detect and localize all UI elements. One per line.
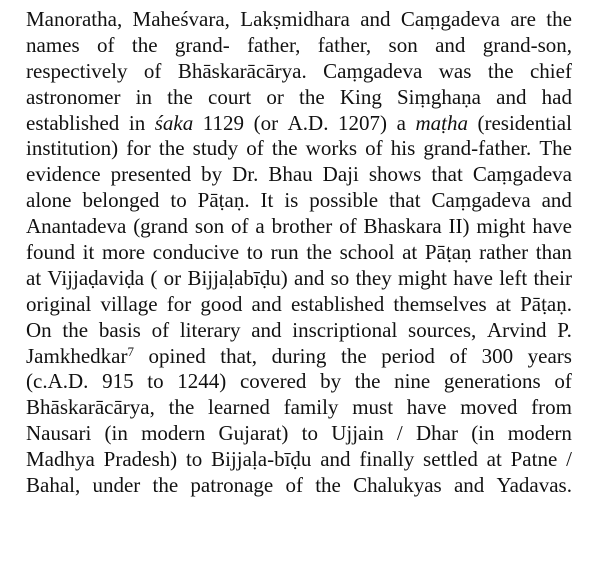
word: names (26, 32, 80, 57)
word: alone (26, 188, 72, 213)
word: original (26, 291, 92, 316)
text-line (26, 33, 572, 59)
word: of (246, 136, 264, 161)
word: Bijjaḷa-bīḍu (211, 447, 312, 472)
body-paragraph (26, 7, 572, 499)
word: have (453, 265, 493, 290)
word: Bahal, (26, 473, 81, 498)
word: father, (317, 32, 372, 57)
word: grand-father. (423, 136, 532, 161)
word: respectively (26, 58, 128, 83)
word: the (299, 84, 325, 109)
word: It (260, 188, 274, 213)
text-line (26, 344, 572, 370)
word: or (163, 265, 182, 290)
word: and (320, 447, 351, 472)
word: covered (239, 369, 307, 394)
word: of (365, 136, 383, 161)
word: Siṃghaṇa (397, 84, 481, 109)
word: in (135, 84, 152, 109)
word: Caṃgadeva (431, 188, 531, 213)
word: left (499, 265, 528, 290)
word: Nausari (26, 421, 92, 446)
word: might (476, 214, 526, 239)
word: works (305, 136, 358, 161)
word: śaka (154, 110, 194, 135)
word: and (435, 32, 466, 57)
text-line (26, 59, 572, 85)
word: modern (507, 421, 572, 446)
word: modern (141, 421, 206, 446)
word: Madhya (26, 447, 95, 472)
word: II) (448, 214, 470, 239)
word: more (101, 240, 146, 265)
word: Caṃgadeva (400, 7, 500, 31)
word: of (339, 214, 357, 239)
word: that (389, 188, 421, 213)
word: study (192, 136, 239, 161)
word: to (246, 240, 264, 265)
word: conducive (152, 240, 240, 265)
word: Ujjain (331, 421, 384, 446)
word: and (496, 84, 527, 109)
word: and (541, 188, 572, 213)
word: the (168, 395, 195, 420)
word: belonged (82, 188, 160, 213)
word: The (539, 136, 572, 161)
word: opined (148, 343, 206, 368)
word: Lakṣmidhara (240, 7, 350, 31)
word: Caṃgadeva (323, 58, 423, 83)
word: to (147, 369, 164, 394)
word: Dhar (415, 421, 458, 446)
word: had (541, 84, 572, 109)
word: moved (460, 395, 518, 420)
word: that, (220, 343, 258, 368)
word: Vijjaḍaviḍa (47, 265, 145, 290)
word: during (271, 343, 327, 368)
text-line (26, 214, 572, 240)
word: the (167, 84, 193, 109)
word: Pāṭaṇ. (197, 188, 250, 213)
word: so (330, 265, 350, 290)
word: was (438, 58, 472, 83)
word: to (185, 447, 203, 472)
text-line (26, 188, 572, 214)
word: / (566, 447, 572, 472)
word: to (170, 188, 187, 213)
word: Bhāskarācārya, (26, 395, 155, 420)
word: the (271, 136, 298, 161)
word: P. (557, 317, 572, 342)
word: sources, (408, 317, 477, 342)
word: (or (253, 110, 279, 135)
word: that (431, 162, 463, 187)
text-line (26, 447, 572, 473)
word: the (131, 32, 158, 57)
word: inscriptional (292, 317, 398, 342)
word: brother (271, 214, 333, 239)
word: settled (423, 447, 478, 472)
word: Dr. (232, 162, 259, 187)
text-line (26, 162, 572, 188)
word: of (143, 58, 162, 83)
word: under (92, 473, 141, 498)
text-line (26, 85, 572, 111)
word: A.D. (287, 110, 329, 135)
word: King (339, 84, 382, 109)
word: and (294, 265, 325, 290)
word: literary (179, 317, 241, 342)
text-line (26, 266, 572, 292)
word: and (251, 291, 282, 316)
word: family (283, 395, 339, 420)
word: Jamkhedkar$^7$ (26, 343, 134, 368)
word: institution) (26, 136, 119, 161)
word: Bhaskara (363, 214, 442, 239)
word: and (251, 317, 282, 342)
word: they (355, 265, 392, 290)
word: Pradesh) (103, 447, 178, 472)
word: Pāṭaṇ. (520, 291, 572, 316)
word: (grand (133, 214, 188, 239)
word: evidence (26, 162, 101, 187)
word: is (284, 188, 299, 213)
word: the (341, 343, 367, 368)
word: Bijjaḷabīḍu) (187, 265, 288, 290)
word: (residential (477, 110, 572, 135)
word: of (97, 32, 115, 57)
word: Bhau (268, 162, 313, 187)
text-line (26, 473, 572, 499)
word: at (402, 240, 418, 265)
word: of (285, 473, 303, 498)
word: his (390, 136, 416, 161)
text-line (26, 111, 572, 137)
word: maṭha (415, 110, 468, 135)
word: learned (208, 395, 270, 420)
text-line (26, 136, 572, 162)
word: good (200, 291, 243, 316)
word: patronage (190, 473, 274, 498)
word: Manoratha, (26, 7, 123, 31)
text-line (26, 7, 572, 33)
word: (in (104, 421, 128, 446)
word: (c.A.D. (26, 369, 89, 394)
word: ( (150, 265, 158, 290)
word: village (100, 291, 158, 316)
text-line (26, 369, 572, 395)
word: have (406, 395, 447, 420)
word: generations (443, 369, 541, 394)
word: their (533, 265, 572, 290)
word: Anantadeva (26, 214, 127, 239)
word: 300 (481, 343, 514, 368)
word: might (398, 265, 448, 290)
word: school (339, 240, 395, 265)
word: from (531, 395, 572, 420)
text-line (26, 421, 572, 447)
text-line (26, 292, 572, 318)
word: Yadavas. (496, 473, 572, 498)
footnote-marker: 7 (127, 343, 134, 359)
word: at (486, 447, 502, 472)
word: the (158, 136, 185, 161)
word: a (396, 110, 406, 135)
word: of (151, 317, 170, 342)
text-line (26, 395, 572, 421)
word: by (320, 369, 342, 394)
word: than (535, 240, 572, 265)
word: astronomer (26, 84, 121, 109)
word: found (26, 240, 75, 265)
word: grand- (174, 32, 230, 57)
word: the (315, 473, 341, 498)
word: Bhāskarācārya. (177, 58, 307, 83)
word: father, (247, 32, 301, 57)
word: of (449, 343, 467, 368)
word: the (546, 7, 572, 31)
word: 1244) (177, 369, 227, 394)
word: basis (98, 317, 141, 342)
word: 1207) (338, 110, 388, 135)
word: for (166, 291, 192, 316)
word: years (527, 343, 572, 368)
word: the (354, 369, 381, 394)
word: established (26, 110, 120, 135)
word: Gujarat) (218, 421, 289, 446)
word: Arvind (487, 317, 547, 342)
word: must (352, 395, 394, 420)
word: Caṃgadeva (472, 162, 572, 187)
word: in (128, 110, 146, 135)
word: the (152, 473, 179, 498)
word: and (360, 7, 391, 31)
word: to (301, 421, 318, 446)
word: On (26, 317, 52, 342)
word: son (388, 32, 418, 57)
text-line (26, 318, 572, 344)
word: grand-son, (482, 32, 572, 57)
word: at (495, 291, 511, 316)
word: it (82, 240, 95, 265)
word: run (270, 240, 299, 265)
word: 1129 (202, 110, 245, 135)
word: at (26, 265, 42, 290)
word: established (290, 291, 385, 316)
word: son (194, 214, 225, 239)
word: shows (368, 162, 422, 187)
word: Chalukyas (353, 473, 442, 498)
word: Maheśvara, (132, 7, 230, 31)
word: chief (529, 58, 572, 83)
word: themselves (393, 291, 487, 316)
word: period (381, 343, 435, 368)
word: or (266, 84, 284, 109)
word: / (396, 421, 403, 446)
word: a (255, 214, 265, 239)
word: Pāṭaṇ (424, 240, 472, 265)
text-line (26, 240, 572, 266)
word: finally (359, 447, 415, 472)
word: nine (394, 369, 431, 394)
word: have (532, 214, 572, 239)
word: of (554, 369, 572, 394)
word: for (126, 136, 151, 161)
word: the (306, 240, 332, 265)
word: court (208, 84, 252, 109)
word: are (510, 7, 536, 31)
word: the (487, 58, 514, 83)
word: Daji (322, 162, 359, 187)
word: of (230, 214, 249, 239)
word: rather (479, 240, 529, 265)
word: presented (110, 162, 192, 187)
word: (in (471, 421, 495, 446)
word: 915 (102, 369, 134, 394)
word: the (62, 317, 89, 342)
word: possible (309, 188, 379, 213)
word: Patne (510, 447, 558, 472)
word: and (453, 473, 485, 498)
word: by (201, 162, 223, 187)
